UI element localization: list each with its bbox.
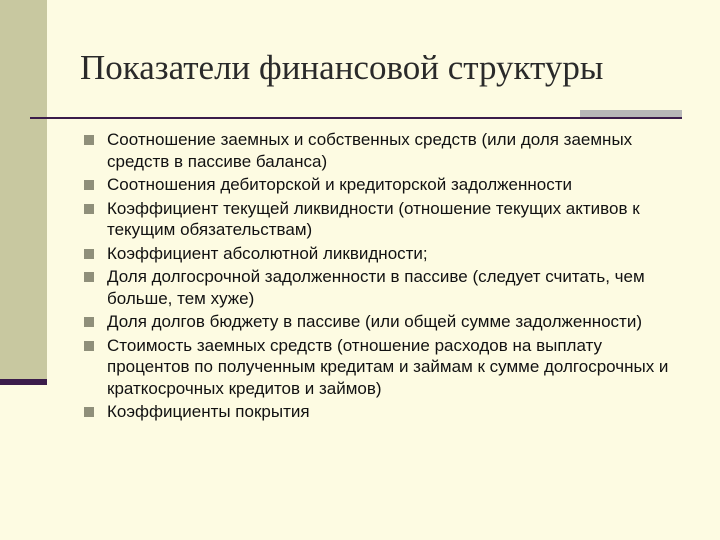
square-bullet-icon (84, 180, 94, 190)
bullet-item (84, 401, 684, 423)
bullet-text: Стоимость заемных средств (отношение расходов на выплату процентов по полученным кредитам и займам к сумме долгосрочных и краткосрочных кредитов и займов) (107, 335, 669, 398)
bullet-text: Доля долгосрочной задолженности в пассиве (следует считать, чем больше, тем хуже) (107, 267, 645, 308)
bullet-item (84, 266, 684, 309)
bullet-text: Коэффициент абсолютной ликвидности; (107, 243, 428, 263)
square-bullet-icon (84, 135, 94, 145)
bullet-item (84, 198, 684, 241)
bullet-text: Соотношение заемных и собственных средств (или доля заемных средств в пассиве баланса) (107, 130, 633, 171)
left-decorative-bar (0, 0, 47, 385)
bullet-text: Доля долгов бюджету в пассиве (или общей сумме задолженности) (107, 312, 643, 331)
square-bullet-icon (84, 317, 94, 327)
bullet-item (84, 335, 684, 400)
bullet-item (84, 243, 684, 265)
square-bullet-icon (84, 249, 94, 259)
square-bullet-icon (84, 272, 94, 282)
title-divider (30, 117, 682, 119)
bullet-item (84, 311, 684, 333)
slide-title: Показатели финансовой структуры (80, 48, 604, 87)
square-bullet-icon (84, 341, 94, 351)
bullet-text: Коэффициенты покрытия (107, 402, 310, 421)
bullet-text: Соотношения дебиторской и кредиторской задолженности (107, 175, 572, 194)
bullet-item (84, 129, 684, 172)
left-bar-accent-line (0, 379, 47, 385)
bullet-item (84, 174, 684, 196)
square-bullet-icon (84, 204, 94, 214)
bullet-text: Коэффициент текущей ликвидности (отношение текущих активов к текущим обязательствам) (107, 198, 640, 239)
bullet-list (84, 129, 684, 425)
square-bullet-icon (84, 407, 94, 417)
